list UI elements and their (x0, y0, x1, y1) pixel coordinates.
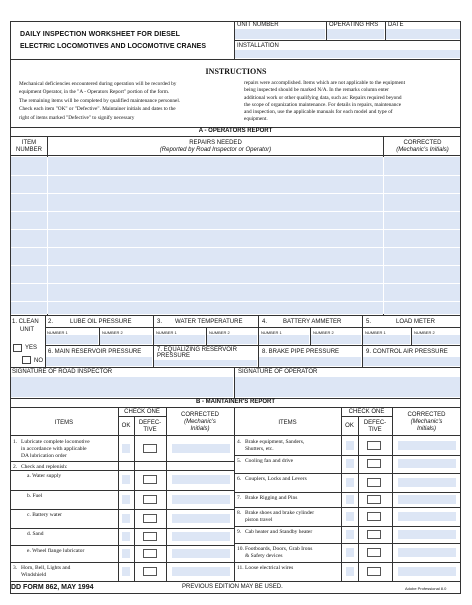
right-item-text: Footboards, Doors, Grab Irons (245, 546, 313, 552)
section-a-title: A - OPERATORS REPORT (198, 128, 273, 134)
row-divider (10, 528, 234, 529)
corrected-initials-field[interactable] (398, 567, 456, 576)
load-2-field[interactable] (412, 335, 460, 344)
defective-checkbox[interactable] (367, 441, 381, 450)
gauge-2-num: 2. (48, 319, 54, 325)
corrected-left-3: Initials) (190, 426, 210, 432)
right-item-text: Brake shoes and brake cylinder (245, 510, 315, 516)
load-meter-label: LOAD METER (396, 319, 436, 325)
load-number1-label: NUMBER 1 (365, 330, 386, 335)
main-reservoir-label: 6. MAIN RESERVOIR PRESSURE (48, 349, 142, 355)
defective-checkbox[interactable] (143, 549, 157, 558)
water-temp-1-field[interactable] (154, 335, 205, 344)
instructions-heading: INSTRUCTIONS (205, 67, 267, 76)
load-number2-label: NUMBER 2 (414, 330, 435, 335)
row-divider (10, 562, 234, 563)
defective-checkbox[interactable] (367, 459, 381, 468)
left-item-text: e. Wheel flange lubricator (27, 548, 85, 554)
equalizing-reservoir-label: 7. EQUALIZING RESERVOIR (157, 347, 237, 353)
corrected-initials-field[interactable] (398, 530, 456, 539)
water-number1-label: NUMBER 1 (156, 330, 177, 335)
defective-checkbox[interactable] (367, 512, 381, 521)
left-item-number: 3. (13, 565, 18, 571)
right-item-number: 9. (237, 529, 242, 535)
left-item-text: DA lubrication order (21, 453, 67, 459)
col-corrected-sub: (Mechanic's Initials) (396, 147, 449, 153)
battery-2-field[interactable] (311, 335, 361, 344)
road-inspector-signature-label: SIGNATURE OF ROAD INSPECTOR (12, 369, 113, 375)
check-one-right: CHECK ONE (348, 409, 385, 415)
right-item-text: Cab heater and Standby heater (245, 529, 313, 535)
ok-checkbox[interactable] (346, 548, 354, 557)
left-item-text: c. Battery water (27, 512, 62, 518)
ok-checkbox[interactable] (122, 514, 130, 523)
ok-checkbox[interactable] (122, 567, 130, 576)
right-item-number: 10. (237, 546, 244, 552)
ok-checkbox[interactable] (122, 532, 130, 541)
installation-field[interactable] (235, 50, 460, 58)
check-one-left: CHECK ONE (124, 409, 160, 415)
ok-left: OK (121, 423, 131, 429)
ok-checkbox[interactable] (346, 459, 354, 468)
right-item-number: 11. (237, 565, 244, 571)
left-item-text: Check and replenish: (21, 464, 68, 470)
defective-checkbox[interactable] (143, 514, 157, 523)
left-item-text: Windshield (21, 572, 47, 578)
instructions-right: repairs were accomplished. Items which are not applicable to the equipment being inspected should be marked N/A. In the remarks column enter additional work or other qualifying data, such as: Repairs required beyond the scope of organization maintenance. For details in repairs, maintenance and inspection, use the applicable manuals for each model and type of equipment. (244, 80, 406, 123)
right-item-text: Brake equipment, Sanders, (245, 439, 305, 445)
right-item-text: piston travel (245, 517, 273, 523)
right-item-text: & Safety devices (245, 553, 283, 559)
road-inspector-signature-field[interactable] (11, 377, 233, 397)
row-divider (234, 526, 461, 527)
right-item-text: Cooling fan and drive (245, 458, 294, 464)
row-divider (234, 562, 461, 563)
corrected-right-3: Initials) (416, 426, 436, 432)
corrected-initials-field[interactable] (398, 441, 456, 450)
load-1-field[interactable] (363, 335, 410, 344)
ok-checkbox[interactable] (346, 567, 354, 576)
right-item-number: 6. (237, 476, 242, 482)
defective-checkbox[interactable] (367, 495, 381, 504)
water-temperature-label: WATER TEMPERATURE (175, 319, 243, 325)
ok-checkbox[interactable] (122, 549, 130, 558)
operating-hrs-label: OPERATING HRS (329, 22, 379, 28)
lube-oil-1-field[interactable] (46, 335, 98, 344)
ok-checkbox[interactable] (346, 478, 354, 487)
defective-checkbox[interactable] (367, 548, 381, 557)
left-item-text: d. Sand (27, 531, 44, 537)
operator-signature-label: SIGNATURE OF OPERATOR (238, 369, 318, 375)
unit-number-label: UNIT NUMBER (237, 22, 279, 28)
form-id: DD FORM 862, MAY 1994 (11, 584, 94, 591)
row-divider (10, 490, 234, 491)
water-number2-label: NUMBER 2 (209, 330, 230, 335)
defective-checkbox[interactable] (367, 478, 381, 487)
row-divider (234, 492, 461, 493)
equalizing-reservoir-field[interactable] (154, 360, 257, 366)
previous-edition-note: PREVIOUS EDITION MAY BE USED. (182, 584, 283, 590)
col-repairs-header: REPAIRS NEEDED (189, 140, 242, 146)
defective-checkbox[interactable] (143, 495, 157, 504)
col-repairs-sub: (Reported by Road Inspector or Operator) (159, 147, 272, 153)
defective-checkbox[interactable] (143, 567, 157, 576)
left-item-text: in accordance with applicable (21, 446, 87, 452)
lube-oil-2-field[interactable] (100, 335, 152, 344)
lube-oil-pressure-label: LUBE OIL PRESSURE (70, 319, 132, 325)
corrected-initials-field[interactable] (172, 567, 230, 576)
corrected-initials-field[interactable] (172, 514, 230, 523)
items-header-left: ITEMS (54, 420, 74, 426)
battery-1-field[interactable] (259, 335, 309, 344)
corrected-initials-field[interactable] (398, 495, 456, 504)
items-header-right: ITEMS (278, 420, 297, 426)
battery-number1-label: NUMBER 1 (261, 330, 282, 335)
date-label: DATE (388, 22, 404, 28)
clean-unit-label-1: 1. CLEAN (12, 319, 39, 325)
defective-checkbox[interactable] (143, 444, 157, 453)
clean-no-checkbox[interactable] (22, 356, 31, 364)
ok-checkbox[interactable] (346, 512, 354, 521)
col-item-header: ITEM (21, 140, 37, 146)
left-item-text: Lubricate complete locomotive (21, 439, 90, 445)
clean-yes-checkbox[interactable] (13, 344, 22, 352)
defective-left-2: TIVE (143, 427, 157, 433)
operator-signature-field[interactable] (235, 377, 460, 397)
ok-checkbox[interactable] (122, 495, 130, 504)
clean-unit-label-2: UNIT (20, 327, 34, 333)
row-divider (10, 509, 234, 510)
right-item-text: Brake Rigging and Pins (245, 495, 298, 501)
corrected-initials-field[interactable] (172, 444, 230, 453)
clean-yes-label: YES (25, 345, 38, 351)
right-item-number: 8. (237, 510, 242, 516)
row-divider (10, 461, 234, 462)
row-divider (234, 507, 461, 508)
left-item-number: 2. (13, 464, 18, 470)
battery-ammeter-label: BATTERY AMMETER (283, 319, 342, 325)
lube-number1-label: NUMBER 1 (47, 330, 68, 335)
right-item-text: Couplers, Locks and Levers (245, 476, 307, 482)
ok-checkbox[interactable] (346, 495, 354, 504)
clean-no-label: NO (34, 358, 43, 364)
left-item-text: b. Fuel (27, 493, 43, 499)
water-temp-2-field[interactable] (207, 335, 257, 344)
lube-number2-label: NUMBER 2 (102, 330, 123, 335)
unit-number-field[interactable] (235, 29, 325, 39)
left-item-number: 1. (13, 439, 18, 445)
equalizing-reservoir-label-2: PRESSURE (157, 353, 191, 359)
operators-report-table[interactable] (11, 157, 460, 314)
corrected-right-1: CORRECTED (407, 412, 446, 418)
right-item-number: 7. (237, 495, 242, 501)
defective-right-1: DEFEC- (363, 420, 387, 426)
defective-checkbox[interactable] (367, 567, 381, 576)
defective-checkbox[interactable] (143, 475, 157, 484)
right-item-text: Shutters, etc. (245, 446, 274, 452)
right-item-number: 5. (237, 458, 242, 464)
defective-checkbox[interactable] (367, 530, 381, 539)
corrected-initials-field[interactable] (172, 532, 230, 541)
ok-checkbox[interactable] (346, 441, 354, 450)
ok-checkbox[interactable] (122, 475, 130, 484)
row-divider (234, 543, 461, 544)
left-item-text: Horn, Bell, Lights and (21, 565, 71, 571)
corrected-initials-field[interactable] (398, 478, 456, 487)
instructions-left: Mechanical deficiencies encountered during operation will be recorded by equipment Operator, in the "A - Operators Report" portion of the form. The remaining items will be completed by qualified maintenance personnel. Check each item "OK" or "Defective". Maintainer initials and dates to the right of items marked "Defective" to signify necessary (19, 81, 181, 121)
gauge-5-num: 5. (366, 319, 372, 325)
gauge-3-num: 3. (157, 319, 163, 325)
corrected-right-2: (Mechanic's (410, 419, 443, 425)
col-corrected-header: CORRECTED (403, 140, 442, 146)
corrected-initials-field[interactable] (172, 495, 230, 504)
installation-label: INSTALLATION (237, 43, 279, 49)
left-item-text: a. Water supply (27, 473, 62, 479)
form-title-line1: DAILY INSPECTION WORKSHEET FOR DIESEL (20, 31, 181, 38)
defective-checkbox[interactable] (143, 532, 157, 541)
battery-number2-label: NUMBER 2 (313, 330, 334, 335)
right-item-text: Loose electrical wires (245, 565, 294, 571)
col-number-header: NUMBER (15, 147, 42, 153)
corrected-initials-field[interactable] (172, 475, 230, 484)
ok-checkbox[interactable] (122, 444, 130, 453)
operating-hrs-field[interactable] (327, 29, 384, 39)
date-field[interactable] (386, 29, 460, 39)
section-b-title: B - MAINTAINER'S REPORT (196, 399, 275, 405)
brake-pipe-field[interactable] (259, 357, 361, 366)
row-divider (10, 470, 234, 471)
control-air-label: 9. CONTROL AIR PRESSURE (366, 349, 448, 355)
main-reservoir-field[interactable] (46, 357, 152, 366)
corrected-initials-field[interactable] (398, 512, 456, 521)
corrected-initials-field[interactable] (172, 549, 230, 558)
corrected-left-2: (Mechanic's (184, 419, 216, 425)
defective-right-2: TIVE (368, 427, 382, 433)
corrected-initials-field[interactable] (398, 548, 456, 557)
control-air-field[interactable] (363, 357, 460, 366)
ok-checkbox[interactable] (346, 530, 354, 539)
defective-left-1: DEFEC- (138, 420, 162, 426)
ok-right: OK (345, 423, 354, 429)
row-divider (10, 545, 234, 546)
gauge-4-num: 4. (262, 319, 268, 325)
corrected-initials-field[interactable] (398, 459, 456, 468)
adobe-note: Adobe Professional 8.0 (405, 586, 447, 591)
form-title-line2: ELECTRIC LOCOMOTIVES AND LOCOMOTIVE CRANES (20, 43, 207, 50)
row-divider (234, 473, 461, 474)
brake-pipe-label: 8. BRAKE PIPE PRESSURE (262, 349, 340, 355)
right-item-number: 4. (237, 439, 242, 445)
row-divider (234, 455, 461, 456)
corrected-left-1: CORRECTED (180, 412, 219, 418)
